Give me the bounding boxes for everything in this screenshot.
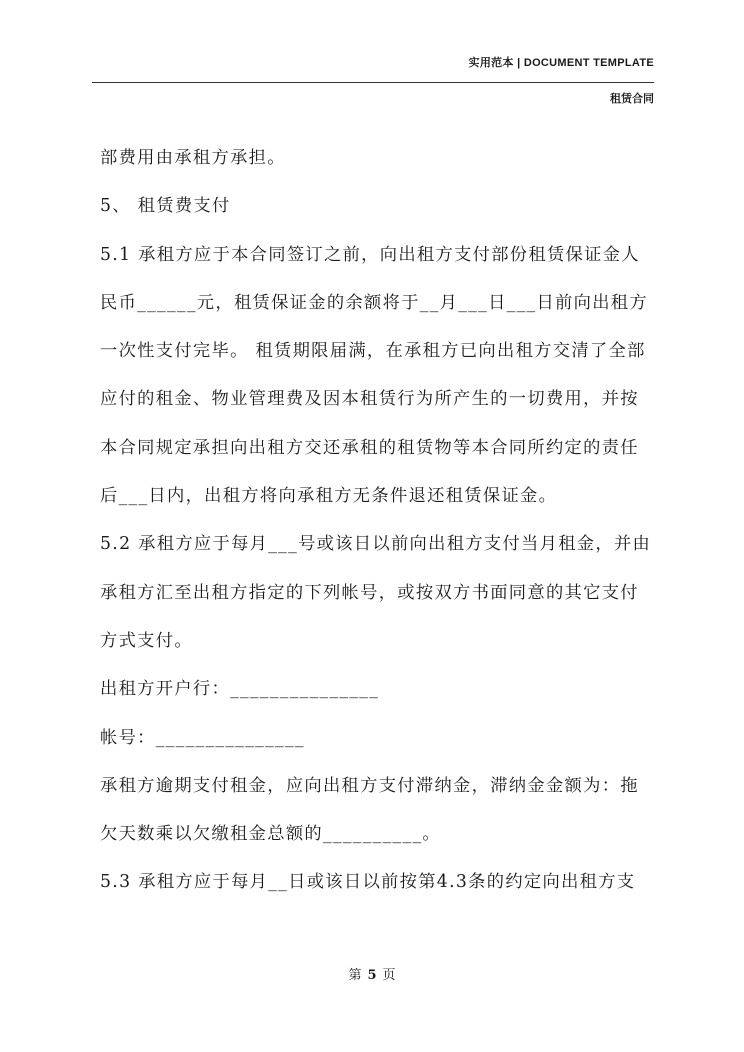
header-divider bbox=[92, 82, 654, 83]
text-line: 一次性支付完毕。 租赁期限届满，在承租方已向出租方交清了全部 bbox=[100, 341, 646, 362]
text-line: 5.1 承租方应于本合同签订之前，向出租方支付部份租赁保证金人 bbox=[100, 244, 640, 265]
text-line: 后___日内，出租方将向承租方无条件退还租赁保证金。 bbox=[100, 486, 558, 507]
text-line: 本合同规定承担向出租方交还承租的租赁物等本合同所约定的责任 bbox=[100, 437, 639, 458]
text-line: 民币______元，租赁保证金的余额将于__月___日___日前向出租方 bbox=[100, 292, 648, 313]
page-label-prefix: 第 bbox=[348, 968, 362, 983]
page-label-suffix: 页 bbox=[382, 968, 396, 983]
document-body bbox=[100, 134, 660, 907]
text-line: 承租方逾期支付租金，应向出租方支付滞纳金，滞纳金金额为：拖 bbox=[100, 775, 639, 796]
header-document-template-label: 实用范本 | DOCUMENT TEMPLATE bbox=[468, 57, 654, 69]
text-line: 5.2 承租方应于每月___号或该日以前向出租方支付当月租金，并由 bbox=[100, 534, 652, 555]
page-number: 5 bbox=[367, 968, 377, 983]
text-line: 承租方汇至出租方指定的下列帐号，或按双方书面同意的其它支付 bbox=[100, 582, 639, 603]
page-header bbox=[92, 0, 654, 105]
lessor-bank-field: 出租方开户行：_______________ bbox=[100, 679, 380, 700]
section-heading-rent-payment: 5、 租赁费支付 bbox=[100, 196, 231, 217]
page-footer bbox=[0, 964, 744, 983]
text-line: 部费用由承租方承担。 bbox=[100, 148, 286, 168]
account-number-field: 帐号：_______________ bbox=[100, 727, 305, 748]
text-line: 欠天数乘以欠缴租金总额的__________。 bbox=[100, 824, 441, 845]
header-document-title: 租赁合同 bbox=[610, 93, 654, 105]
text-line: 5.3 承租方应于每月__日或该日以前按第4.3条的约定向出租方支 bbox=[100, 872, 636, 893]
text-line: 方式支付。 bbox=[100, 630, 193, 651]
text-line: 应付的租金、物业管理费及因本租赁行为所产生的一切费用，并按 bbox=[100, 389, 639, 410]
